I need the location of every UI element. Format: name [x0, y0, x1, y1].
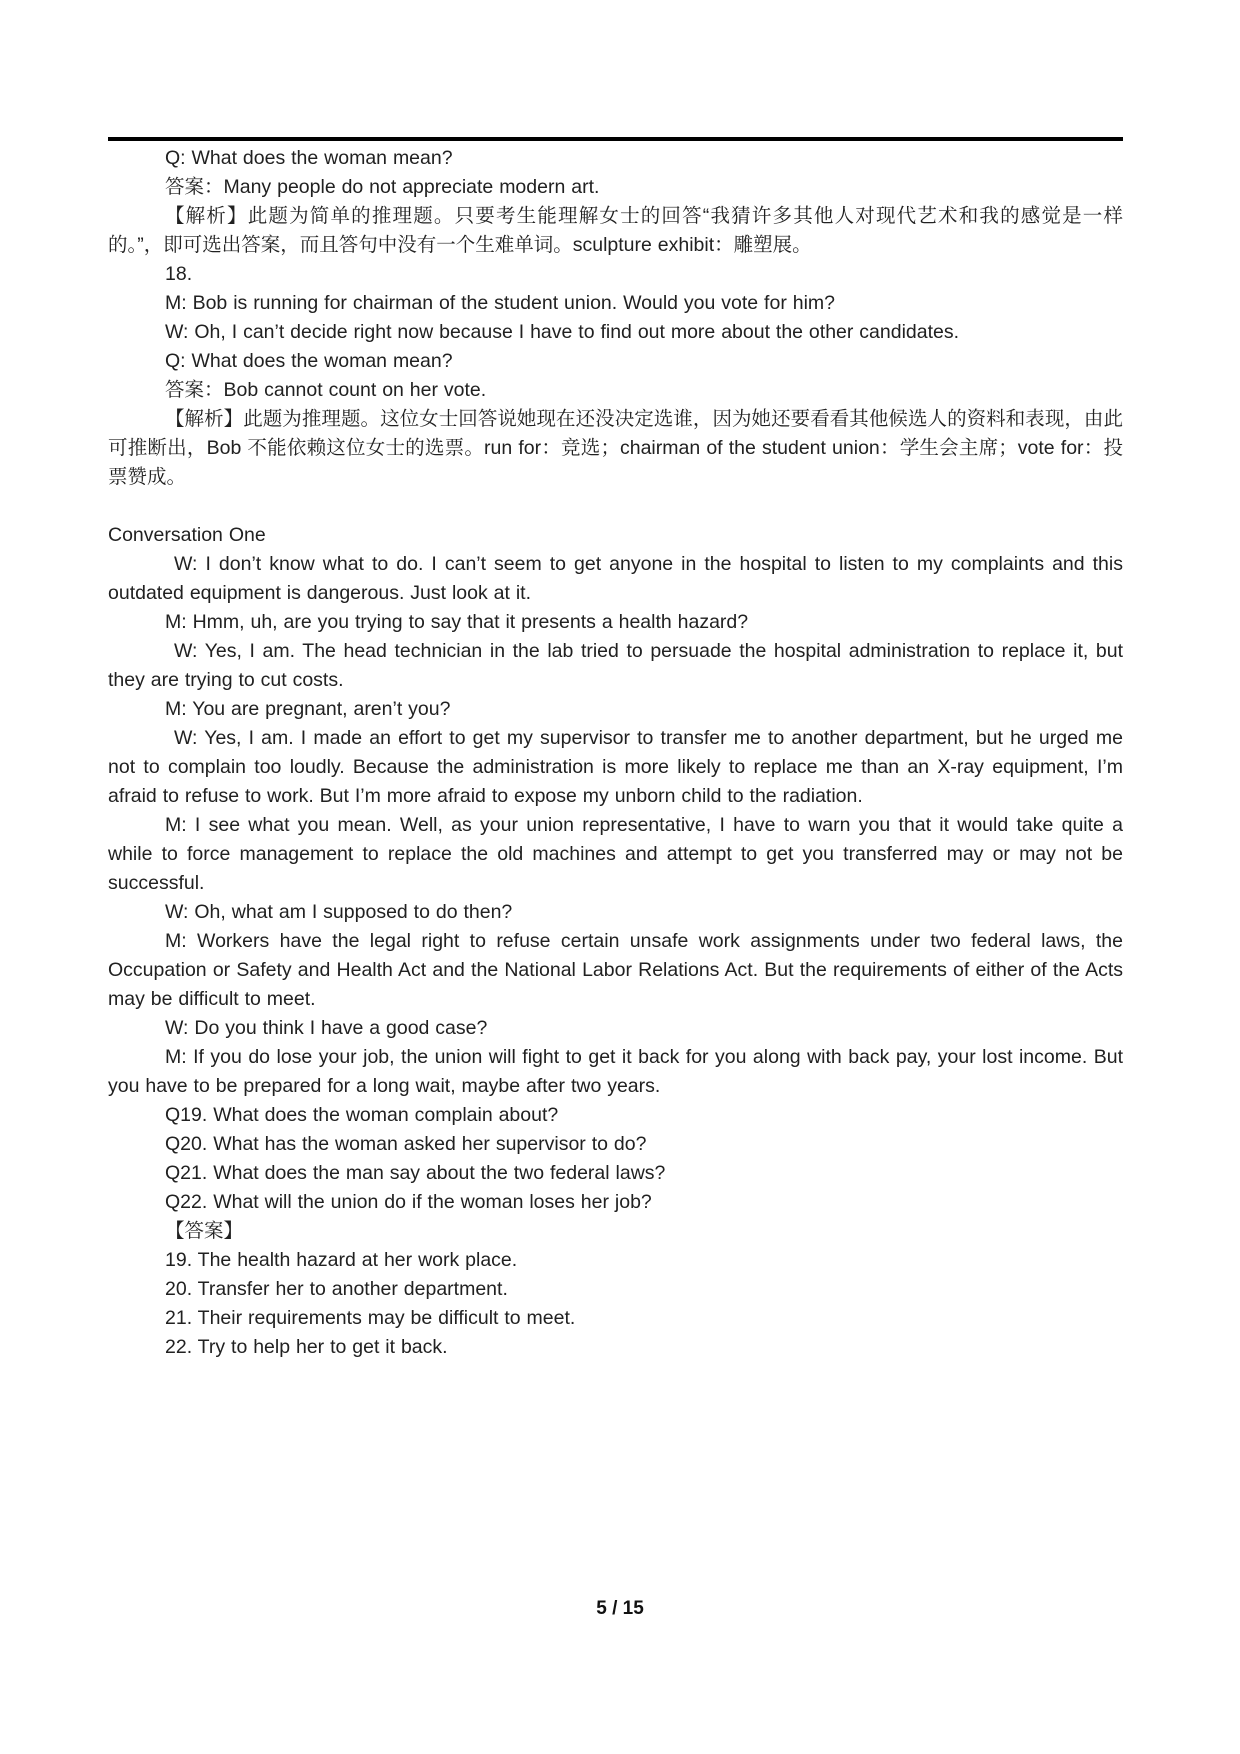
text-paragraph: W: Do you think I have a good case? — [165, 1017, 488, 1039]
text-paragraph: W: Oh, what am I supposed to do then? — [165, 901, 513, 923]
text-paragraph: 21. Their requirements may be difficult to meet. — [165, 1307, 576, 1329]
text-paragraph: Q: What does the woman mean? — [165, 147, 453, 169]
document-content — [108, 137, 1123, 1362]
text-paragraph: M: Workers have the legal right to refuse certain unsafe work assignments under two federal laws, the Occupation or Safety and Health Act and the National Labor Relations Act. But the requirements of either of the Acts may be difficult to meet. — [108, 930, 1123, 1010]
text-paragraph: Q19. What does the woman complain about? — [165, 1104, 559, 1126]
text-paragraph: Q: What does the woman mean? — [165, 350, 453, 372]
text-paragraph: W: I don’t know what to do. I can’t seem to get anyone in the hospital to listen to my complaints and this outdated equipment is dangerous. Just look at it. — [108, 553, 1123, 604]
text-paragraph: 19. The health hazard at her work place. — [165, 1249, 518, 1271]
text-paragraph: 【答案】 — [165, 1220, 244, 1242]
blank-line — [108, 492, 1123, 521]
text-paragraph: Q21. What does the man say about the two federal laws? — [165, 1162, 666, 1184]
text-paragraph: W: Yes, I am. I made an effort to get my supervisor to transfer me to another department, but he urged me not to complain too loudly. Because the administration is more likely to replace me than an X-ray equipment, I’m afraid to refuse to work. But I’m more afraid to expose my unborn child to the radiation. — [108, 727, 1123, 807]
text-paragraph: Q20. What has the woman asked her supervisor to do? — [165, 1133, 647, 1155]
text-paragraph: 20. Transfer her to another department. — [165, 1278, 508, 1300]
text-paragraph: M: Bob is running for chairman of the student union. Would you vote for him? — [165, 292, 835, 314]
text-paragraph: M: If you do lose your job, the union will fight to get it back for you along with back pay, your lost income. But you have to be prepared for a long wait, maybe after two years. — [108, 1046, 1123, 1097]
page-number: 5 / 15 — [596, 1598, 644, 1619]
text-paragraph: W: Oh, I can’t decide right now because I have to find out more about the other candidates. — [165, 321, 960, 343]
text-paragraph: Conversation One — [108, 524, 266, 546]
text-paragraph: M: You are pregnant, aren’t you? — [165, 698, 451, 720]
text-paragraph: W: Yes, I am. The head technician in the lab tried to persuade the hospital administration to replace it, but they are trying to cut costs. — [108, 640, 1123, 691]
document-body — [108, 144, 1123, 1362]
text-paragraph: Q22. What will the union do if the woman loses her job? — [165, 1191, 652, 1213]
text-paragraph: 18. — [165, 263, 193, 285]
text-paragraph: 答案：Many people do not appreciate modern art. — [165, 176, 600, 198]
text-paragraph: 22. Try to help her to get it back. — [165, 1336, 448, 1358]
page-footer — [0, 1598, 1240, 1620]
text-paragraph: M: Hmm, uh, are you trying to say that it presents a health hazard? — [165, 611, 749, 633]
header-rule — [108, 137, 1123, 141]
text-paragraph: 【解析】此题为推理题。这位女士回答说她现在还没决定选谁，因为她还要看看其他候选人的资料和表现，由此可推断出，Bob 不能依赖这位女士的选票。run for：竞选；chairman of the student union：学生会主席；vote for：投票赞成。 — [108, 408, 1123, 488]
text-paragraph: M: I see what you mean. Well, as your union representative, I have to warn you that it would take quite a while to force management to replace the old machines and attempt to get you transferred may or may not be successful. — [108, 814, 1123, 894]
text-paragraph: 【解析】此题为简单的推理题。只要考生能理解女士的回答“我猜许多其他人对现代艺术和我的感觉是一样的。”，即可选出答案，而且答句中没有一个生难单词。sculpture exhibit：雕塑展。 — [108, 205, 1123, 256]
text-paragraph: 答案：Bob cannot count on her vote. — [165, 379, 487, 401]
